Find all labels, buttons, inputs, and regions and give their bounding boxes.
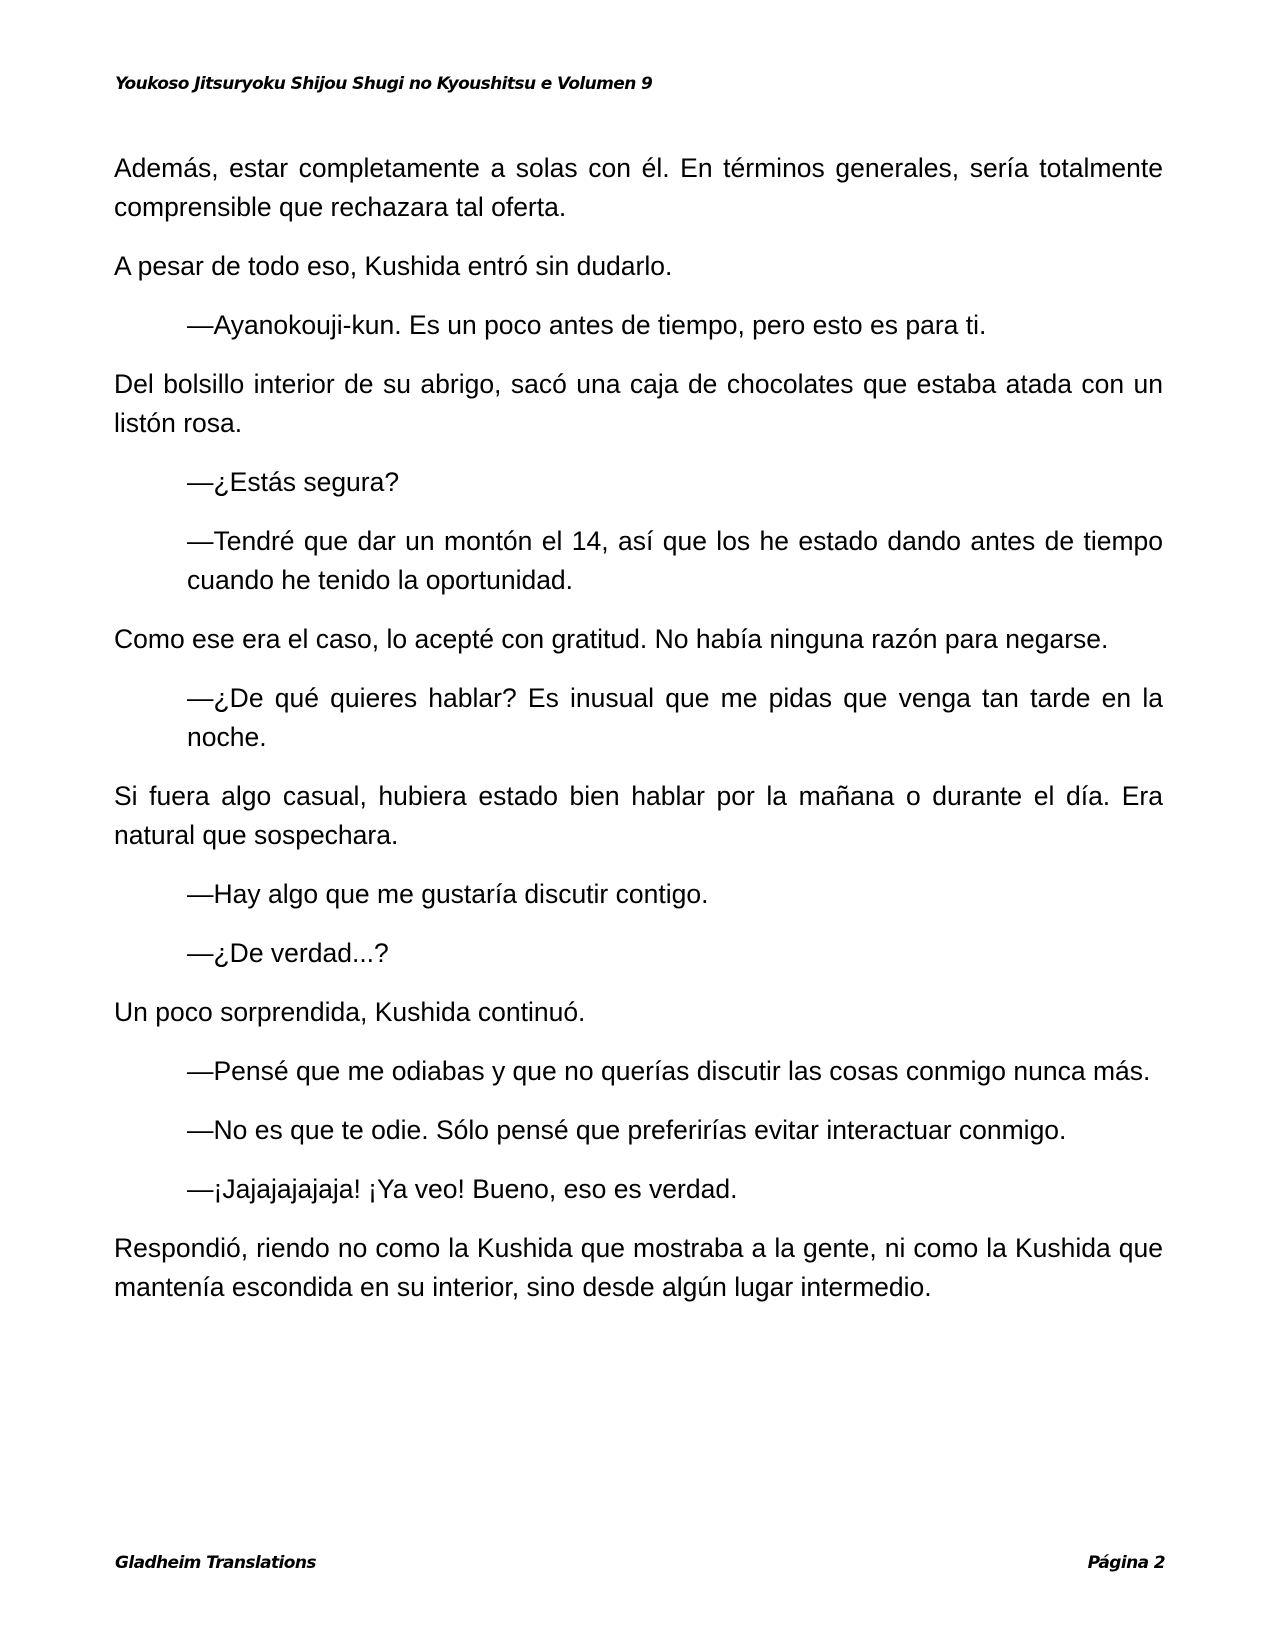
dialogue-line: —Ayanokouji-kun. Es un poco antes de tiempo, pero esto es para ti. <box>187 310 987 340</box>
paragraph: Además, estar completamente a solas con él. En términos generales, sería totalmente comprensible que rechazara tal oferta. <box>114 153 1163 222</box>
paragraph: A pesar de todo eso, Kushida entró sin dudarlo. <box>114 251 673 281</box>
paragraph: Como ese era el caso, lo acepté con gratitud. No había ninguna razón para negarse. <box>114 624 1109 654</box>
dialogue-line: —¿Estás segura? <box>187 467 400 497</box>
dialogue-line: —¡Jajajajajaja! ¡Ya veo! Bueno, eso es verdad. <box>187 1174 738 1204</box>
paragraph: Respondió, riendo no como la Kushida que mostraba a la gente, ni como la Kushida que mantenía escondida en su interior, sino desde algún lugar intermedio. <box>114 1233 1163 1302</box>
paragraph: Un poco sorprendida, Kushida continuó. <box>114 997 586 1027</box>
paragraph: Si fuera algo casual, hubiera estado bien hablar por la mañana o durante el día. Era natural que sospechara. <box>114 781 1163 850</box>
dialogue-line: —¿De qué quieres hablar? Es inusual que me pidas que venga tan tarde en la noche. <box>187 683 1163 752</box>
footer-publisher: Gladheim Translations <box>115 1553 316 1573</box>
dialogue-line: —Pensé que me odiabas y que no querías discutir las cosas conmigo nunca más. <box>187 1056 1151 1086</box>
dialogue-line: —No es que te odie. Sólo pensé que preferirías evitar interactuar conmigo. <box>187 1115 1067 1145</box>
page-body <box>114 149 1163 1327</box>
paragraph: Del bolsillo interior de su abrigo, sacó una caja de chocolates que estaba atada con un listón rosa. <box>114 369 1163 438</box>
dialogue-line: —Hay algo que me gustaría discutir contigo. <box>187 879 709 909</box>
running-header: Youkoso Jitsuryoku Shijou Shugi no Kyoushitsu e Volumen 9 <box>115 74 653 94</box>
dialogue-line: —¿De verdad...? <box>187 938 389 968</box>
page-number: Página 2 <box>1087 1553 1165 1573</box>
dialogue-line: —Tendré que dar un montón el 14, así que los he estado dando antes de tiempo cuando he tenido la oportunidad. <box>187 526 1163 595</box>
